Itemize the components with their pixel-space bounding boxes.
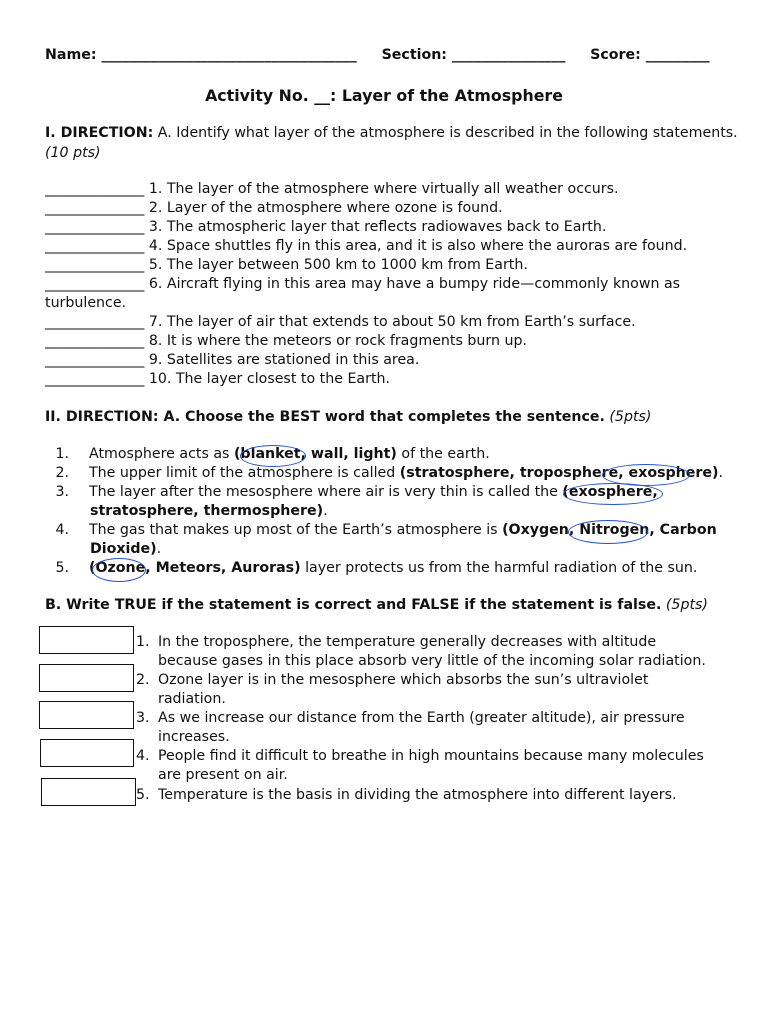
part1-item-text: 6. Aircraft flying in this area may have a bumpy ride—commonly known as [144,276,681,292]
part1-direction [45,125,738,141]
tf-statement-line1: Ozone layer is in the mesosphere which absorbs the sun’s ultraviolet [158,672,649,688]
header-row [45,47,710,63]
part2b-points: (5pts) [661,597,708,613]
answer-blank[interactable]: ______________ [45,257,145,273]
item-choices[interactable]: (Oxygen, Nitrogen, Carbon [502,522,717,538]
answer-blank[interactable]: ______________ [45,181,145,197]
part1-item-text: 7. The layer of air that extends to about 50 km from Earth’s surface. [144,314,636,330]
part1-item [45,181,619,197]
item-choices[interactable]: (exosphere, [562,484,658,500]
tf-answer-box-5[interactable] [41,778,136,806]
tf-statement-line2: radiation. [158,691,226,707]
part2a-item3-choices-cont: stratosphere, thermosphere) [90,503,324,519]
tf-answer-box-3[interactable] [39,701,134,729]
item-number: 2. [55,465,69,481]
item-stem: The upper limit of the atmosphere is called [89,465,400,481]
name-blank[interactable]: ____________________________________ [101,47,357,63]
tf-item-number: 3. [136,710,150,726]
part1-item-text: 8. It is where the meteors or rock fragments burn up. [144,333,527,349]
ink-circle-exosphere-2 [563,483,663,505]
part2b-direction-text: B. Write TRUE if the statement is correct and FALSE if the statement is false. [45,597,662,613]
tf-statement-line1: People find it difficult to breathe in high mountains because many molecules [158,748,704,764]
part1-item [45,219,606,235]
tf-statement-line2: are present on air. [158,767,288,783]
answer-blank[interactable]: ______________ [45,219,145,235]
part1-item [45,200,503,216]
part1-item-text: 5. The layer between 500 km to 1000 km from Earth. [144,257,528,273]
item-number: 4. [55,522,69,538]
answer-blank[interactable]: ______________ [45,200,145,216]
part1-item-text: 1. The layer of the atmosphere where virtually all weather occurs. [144,181,619,197]
tf-statement-line1: Temperature is the basis in dividing the atmosphere into different layers. [158,787,677,803]
tf-answer-box-4[interactable] [40,739,134,767]
item-number: 5. [55,560,69,576]
tf-item-number: 1. [136,634,150,650]
part2a-item3-continued [90,503,328,519]
tf-item-number: 2. [136,672,150,688]
part1-item-text: 3. The atmospheric layer that reflects radiowaves back to Earth. [144,219,607,235]
part1-item [45,314,636,330]
part1-item [45,352,419,368]
section-blank[interactable]: ________________ [451,47,566,63]
item-stem-end: . [718,465,724,481]
tf-statement-line1: In the troposphere, the temperature generally decreases with altitude [158,634,657,650]
part1-direction-label: I. DIRECTION: [45,125,154,141]
item-number: 1. [55,446,69,462]
answer-blank[interactable]: ______________ [45,371,145,387]
item-stem-end: layer protects us from the harmful radiation of the sun. [300,560,698,576]
part2a-direction [45,409,651,425]
part1-direction-text: A. Identify what layer of the atmosphere is described in the following statements. [153,125,738,141]
score-blank[interactable]: _________ [645,47,710,63]
tf-item-number: 4. [136,748,150,764]
ink-circle-blanket [240,445,306,467]
answer-blank[interactable]: ______________ [45,333,145,349]
tf-statement-line2: increases. [158,729,230,745]
ink-circle-nitrogen [568,520,648,544]
item-stem: The gas that makes up most of the Earth’s atmosphere is [89,522,503,538]
item-choices[interactable]: (Ozone, Meteors, Auroras) [89,560,301,576]
item-choices[interactable]: (stratosphere, troposphere, exosphere) [399,465,719,481]
answer-blank[interactable]: ______________ [45,352,145,368]
part1-item [45,371,390,387]
part1-item [45,276,680,292]
name-label: Name: [45,47,97,63]
part2a-item4-choices-cont: Dioxide) [90,541,157,557]
part1-item [45,257,528,273]
item-number: 3. [55,484,69,500]
tf-statement-line1: As we increase our distance from the Earth (greater altitude), air pressure [158,710,685,726]
tf-item-number: 5. [136,787,150,803]
item-stem: The layer after the mesosphere where air is very thin is called the [89,484,563,500]
part1-item-text: 10. The layer closest to the Earth. [144,371,391,387]
part1-item6-continued: turbulence. [45,295,127,311]
answer-blank[interactable]: ______________ [45,238,145,254]
part1-item-text: 4. Space shuttles fly in this area, and it is also where the auroras are found. [144,238,688,254]
part1-item [45,333,527,349]
item-stem: Atmosphere acts as [89,446,234,462]
score-label: Score: [590,47,641,63]
ink-circle-ozone [92,558,146,582]
part2a-item4-cont-post: . [156,541,162,557]
page-title: Activity No. __: Layer of the Atmosphere [205,86,563,105]
part1-item-text: 2. Layer of the atmosphere where ozone is found. [144,200,503,216]
part2b-direction [45,597,708,613]
part2a-item4-continued [90,541,161,557]
part2a-item3-cont-post: . [323,503,328,519]
item-stem-end: of the earth. [396,446,490,462]
section-label: Section: [381,47,447,63]
part1-points: (10 pts) [45,145,101,161]
part1-item-text: 9. Satellites are stationed in this area. [144,352,420,368]
part1-item [45,238,687,254]
answer-blank[interactable]: ______________ [45,314,145,330]
answer-blank[interactable]: ______________ [45,276,145,292]
part2a-direction-text: II. DIRECTION: A. Choose the BEST word that completes the sentence. [45,409,605,425]
tf-statement-line2: because gases in this place absorb very little of the incoming solar radiation. [158,653,706,669]
tf-answer-box-2[interactable] [39,664,134,692]
part2a-points: (5pts) [604,409,652,425]
tf-answer-box-1[interactable] [39,626,134,654]
item-choices[interactable]: (blanket, wall, light) [233,446,397,462]
